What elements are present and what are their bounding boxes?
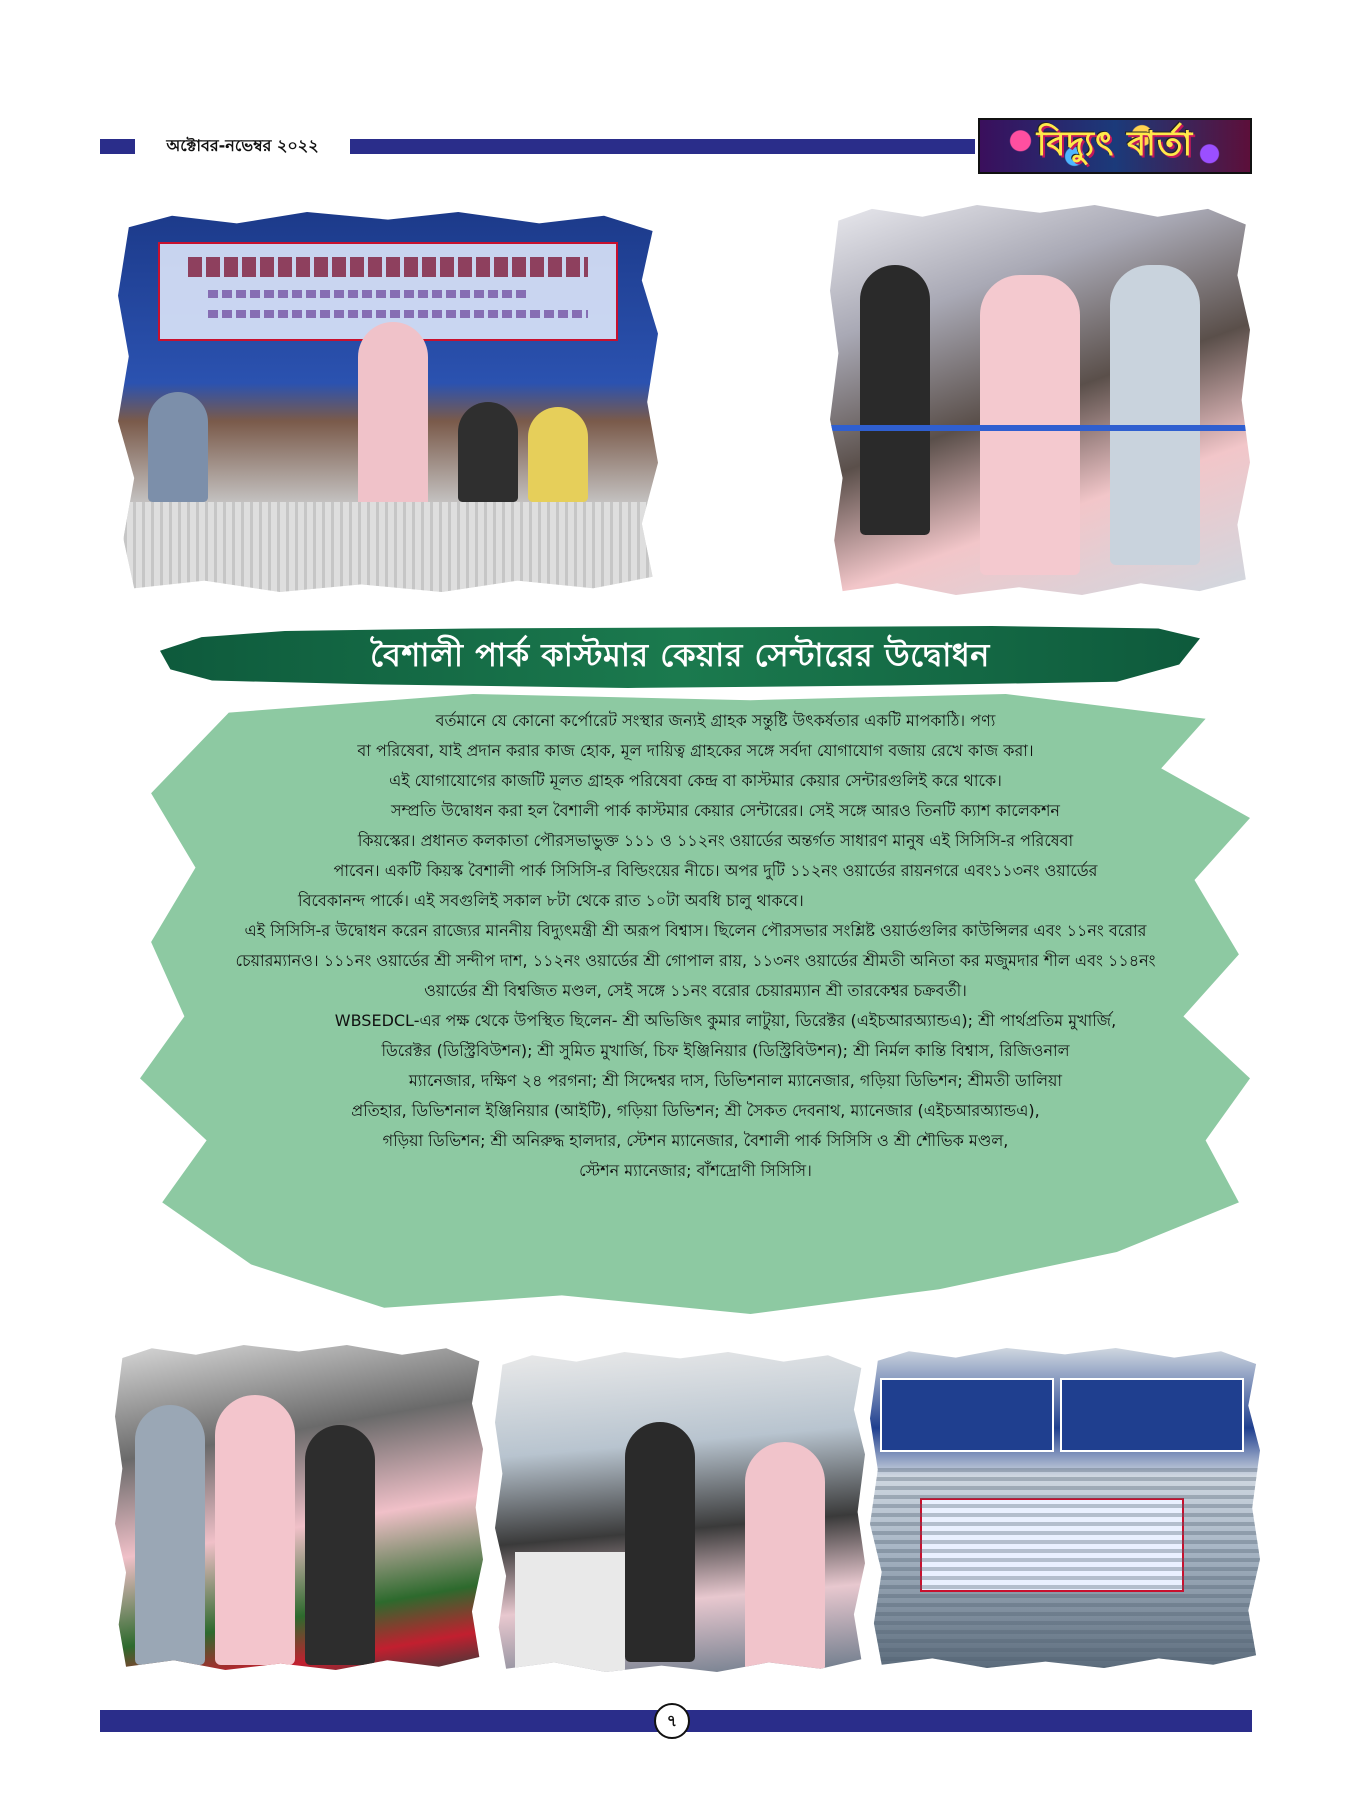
photo-speaker (358, 322, 428, 522)
photo-banner-text (188, 257, 588, 277)
photo-guest (625, 1422, 695, 1662)
photo-lamp-lighting (115, 1345, 483, 1670)
article-line: চেয়ারম্যানও। ১১১নং ওয়ার্ডের শ্রী সন্দীপ দাশ, ১১২নং ওয়ার্ডের শ্রী গোপাল রায়, ১১৩নং ওয়ার্ডের শ্রীমতী অনিতা কর মজুমদার শীল এবং ১১৪নং (235, 951, 1156, 970)
article-line: স্টেশন ম্যানেজার; বাঁশদ্রোণী সিসিসি। (579, 1161, 812, 1180)
photo-shutter (870, 1468, 1260, 1668)
photo-minister (215, 1395, 295, 1665)
photo-guest (148, 392, 208, 502)
photo-guest (860, 265, 930, 535)
page-number: ৭ (654, 1703, 690, 1739)
article-line: সম্প্রতি উদ্বোধন করা হল বৈশালী পার্ক কাস্টমার কেয়ার সেন্টারের। সেই সঙ্গে আরও তিনটি ক্যাশ কালেকশন (391, 801, 1060, 820)
logo-text: বিদ্যুৎ বার্তা (1036, 123, 1194, 164)
photo-building-signboard (870, 1348, 1260, 1668)
article-line: প্রতিহার, ডিভিশনাল ইঞ্জিনিয়ার (আইটি), গড়িয়া ডিভিশন; শ্রী সৈকত দেবনাথ, ম্যানেজার (এইচআরঅ্যান্ডএ), (351, 1101, 1040, 1120)
article-line: ওয়ার্ডের শ্রী বিশ্বজিত মণ্ডল, সেই সঙ্গে ১১নং বরোর চেয়ারম্যান শ্রী তারকেশ্বর চক্রবর্তী। (424, 981, 967, 1000)
article-line: গড়িয়া ডিভিশন; শ্রী অনিরুদ্ধ হালদার, স্টেশন ম্যানেজার, বৈশালী পার্ক সিসিসি ও শ্রী শৌভিক মণ্ডল, (382, 1131, 1009, 1150)
issue-date: অক্টোবর-নভেম্বর ২০২২ (166, 136, 319, 155)
photo-counter-visit (495, 1352, 865, 1672)
photo-ribbon-cutting (830, 205, 1250, 595)
article-line: WBSEDCL-এর পক্ষ থেকে উপস্থিত ছিলেন- শ্রী অভিজিৎ কুমার লাটুয়া, ডিরেক্টর (এইচআরঅ্যান্ডএ); শ্রী পার্থপ্রতিম মুখার্জি, (334, 1011, 1117, 1030)
article-line: এই যোগাযোগের কাজটি মূলত গ্রাহক পরিষেবা কেন্দ্র বা কাস্টমার কেয়ার সেন্টারগুলিই করে থাকে। (389, 771, 1002, 790)
article-body (148, 706, 1243, 1316)
photo-signboard (880, 1378, 1054, 1452)
photo-guest (458, 402, 518, 502)
header-rule-right (350, 139, 975, 154)
article-line: পাবেন। একটি কিয়স্ক বৈশালী পার্ক সিসিসি-র বিল্ডিংয়ের নীচে। অপর দুটি ১১২নং ওয়ার্ডের রায়নগরে এবং১১৩নং ওয়ার্ডের (333, 861, 1098, 880)
photo-minister (745, 1442, 825, 1672)
header-rule-left (100, 139, 135, 154)
photo-guest (305, 1425, 375, 1665)
photo-banner-line (208, 310, 588, 318)
photo-ribbon (830, 425, 1250, 431)
article-line: এই সিসিসি-র উদ্বোধন করেন রাজ্যের মাননীয় বিদ্যুৎমন্ত্রী শ্রী অরূপ বিশ্বাস। ছিলেন পৌরসভার সংশ্লিষ্ট ওয়ার্ডগুলির কাউন্সিলর এবং ১১নং বরোর (244, 921, 1147, 940)
article-line: বর্তমানে যে কোনো কর্পোরেট সংস্থার জন্যই গ্রাহক সন্তুষ্টি উৎকর্ষতার একটি মাপকাঠি। পণ্য (435, 711, 996, 730)
article-line: ম্যানেজার, দক্ষিণ ২৪ পরগনা; শ্রী সিদ্দেশ্বর দাস, ডিভিশনাল ম্যানেজার, গড়িয়া ডিভিশন; শ্রীমতী ডালিয়া (408, 1071, 1063, 1090)
article-title: বৈশালী পার্ক কাস্টমার কেয়ার সেন্টারের উদ্বোধন (370, 636, 990, 674)
photo-guest (528, 407, 588, 502)
magazine-logo (978, 118, 1252, 174)
photo-signboard (1060, 1378, 1244, 1452)
article-line: ডিরেক্টর (ডিস্ট্রিবিউশন); শ্রী সুমিত মুখার্জি, চিফ ইঞ্জিনিয়ার (ডিস্ট্রিবিউশন); শ্রী নির্মল কান্তি বিশ্বাস, রিজিওনাল (381, 1041, 1070, 1060)
photo-stage-speech (118, 212, 658, 592)
photo-guest (135, 1405, 205, 1665)
photo-guest (1110, 265, 1200, 565)
article-line: বিবেকানন্দ পার্কে। এই সবগুলিই সকাল ৮টা থেকে রাত ১০টা অবধি চালু থাকবে। (298, 891, 804, 910)
photo-banner-line (208, 290, 528, 298)
photo-counter (515, 1552, 625, 1672)
article-line: বা পরিষেবা, যাই প্রদান করার কাজ হোক, মূল দায়িত্ব গ্রাহকের সঙ্গে সর্বদা যোগাযোগ বজায় রেখে কাজ করা। (357, 741, 1034, 760)
photo-table (118, 502, 658, 592)
article-line: কিয়স্কের। প্রধানত কলকাতা পৌরসভাভুক্ত ১১১ ও ১১২নং ওয়ার্ডের অন্তর্গত সাধারণ মানুষ এই সিসিসি-র পরিষেবা (357, 831, 1074, 850)
